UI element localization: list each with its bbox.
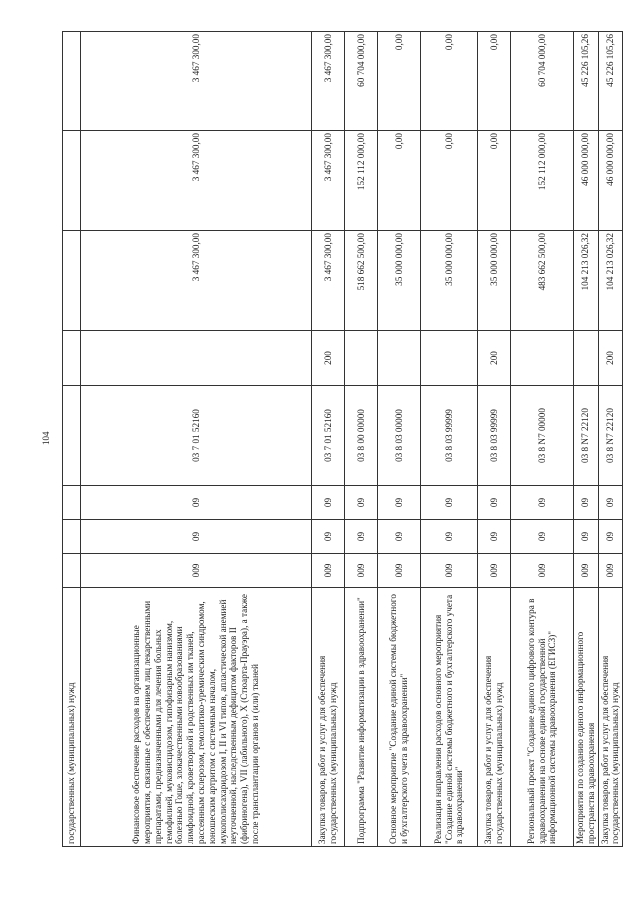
cell-s2: 152 112 000,00 [345,131,378,231]
page-number: 104 [41,431,51,445]
cell-name: Подпрограмма "Развитие информатизации в здравоохранении" [345,588,378,847]
cell-gr: 009 [598,554,623,588]
cell-s2: 0,00 [378,131,421,231]
cell-rz: 09 [378,520,421,554]
cell-s2: 3 467 300,00 [312,131,345,231]
cell-name: Региональный проект "Создание единого цифрового контура в здравоохранении на основе единой государственной информационной системы здравоохранения (ЕГИСЗ)" [511,588,574,847]
cell-s3: 0,00 [378,32,421,131]
cell-pr: 09 [421,486,478,520]
cell-pr: 09 [378,486,421,520]
cell-pr: 09 [574,486,599,520]
cell-s1: 518 662 500,00 [345,231,378,331]
cell-s2: 46 000 000,00 [574,131,599,231]
cell-vr: 200 [312,331,345,386]
cell-name: Закупка товаров, работ и услуг для обеспечения государственных (муниципальных) нужд [312,588,345,847]
cell-s1: 104 213 026,32 [574,231,599,331]
cell-s2 [63,131,81,231]
cell-gr: 009 [421,554,478,588]
table-row [312,32,345,847]
cell-gr: 009 [478,554,511,588]
cell-vr: 200 [478,331,511,386]
cell-s3: 45 226 105,26 [574,32,599,131]
cell-s3: 3 467 300,00 [312,32,345,131]
cell-vr [63,331,81,386]
cell-name: Финансовое обеспечение расходов на организационные мероприятия, связанные с обеспечением лиц лекарственными препаратами, предназначенными для лечения больных гемофилией, муковисцидозом, гипофизарным нанизмом, болезнью Гоше, злокачественными новообразованиями лимфоидной, кроветворной и родственных им тканей, рассеянным склерозом, гемолитико-уремическим синдромом, юношеским артритом с системным началом, мукополисахаридозом I, II и VI типов, апластической анемией неуточненной, наследственным дефицитом факторов II (фибриногена), VII (лабильного), X (Стюарта-Прауэра), а также после трансплантации органов и (или) тканей [81,588,312,847]
cell-s1: 35 000 000,00 [478,231,511,331]
table-row [345,32,378,847]
cell-rz: 09 [598,520,623,554]
table-row [598,32,623,847]
cell-name: Закупка товаров, работ и услуг для обеспечения государственных (муниципальных) нужд [478,588,511,847]
cell-csr: 03 8 00 00000 [345,386,378,486]
cell-vr: 200 [598,331,623,386]
cell-rz: 09 [312,520,345,554]
cell-name: государственных (муниципальных) нужд [63,588,81,847]
cell-vr [378,331,421,386]
cell-pr [63,486,81,520]
cell-s2: 0,00 [478,131,511,231]
cell-gr: 009 [378,554,421,588]
cell-s2: 152 112 000,00 [511,131,574,231]
table-row [511,32,574,847]
cell-csr: 03 8 03 99999 [478,386,511,486]
cell-gr: 009 [574,554,599,588]
cell-s2: 3 467 300,00 [81,131,312,231]
cell-s3: 0,00 [421,32,478,131]
cell-vr [345,331,378,386]
table-row [574,32,599,847]
cell-gr: 009 [511,554,574,588]
cell-pr: 09 [81,486,312,520]
cell-rz: 09 [478,520,511,554]
cell-s3: 0,00 [478,32,511,131]
cell-csr: 03 8 03 00000 [378,386,421,486]
table-row [378,32,421,847]
table-row [421,32,478,847]
cell-pr: 09 [511,486,574,520]
cell-name: Мероприятия по созданию единого информационного пространства здравоохранения [574,588,599,847]
cell-s1: 3 467 300,00 [81,231,312,331]
cell-csr: 03 8 N7 22120 [574,386,599,486]
cell-csr: 03 8 N7 00000 [511,386,574,486]
cell-s2: 0,00 [421,131,478,231]
cell-pr: 09 [598,486,623,520]
cell-csr: 03 8 03 99999 [421,386,478,486]
cell-s1: 35 000 000,00 [378,231,421,331]
cell-name: Реализация направления расходов основного мероприятия "Создание единой системы бюджетного и бухгалтерского учета в здравоохранении" [421,588,478,847]
cell-vr [421,331,478,386]
cell-s1: 3 467 300,00 [312,231,345,331]
rotated-page [62,32,621,847]
cell-vr [574,331,599,386]
table-body [63,32,623,847]
cell-rz: 09 [421,520,478,554]
cell-rz: 09 [345,520,378,554]
cell-pr: 09 [312,486,345,520]
cell-vr [511,331,574,386]
cell-csr: 03 7 01 52160 [81,386,312,486]
cell-s1: 35 000 000,00 [421,231,478,331]
cell-pr: 09 [478,486,511,520]
cell-s1: 483 662 500,00 [511,231,574,331]
cell-s3: 3 467 300,00 [81,32,312,131]
cell-rz: 09 [511,520,574,554]
cell-csr: 03 8 N7 22120 [598,386,623,486]
cell-pr: 09 [345,486,378,520]
table-row [478,32,511,847]
budget-table [62,31,623,847]
cell-rz: 09 [574,520,599,554]
cell-vr [81,331,312,386]
cell-s3 [63,32,81,131]
cell-csr [63,386,81,486]
cell-gr: 009 [312,554,345,588]
cell-gr: 009 [345,554,378,588]
cell-s1 [63,231,81,331]
table-row [81,32,312,847]
cell-s2: 46 000 000,00 [598,131,623,231]
cell-s3: 60 704 000,00 [511,32,574,131]
cell-csr: 03 7 01 52160 [312,386,345,486]
cell-gr [63,554,81,588]
cell-rz [63,520,81,554]
cell-name: Закупка товаров, работ и услуг для обеспечения государственных (муниципальных) нужд [598,588,623,847]
table-row [63,32,81,847]
cell-rz: 09 [81,520,312,554]
cell-s3: 45 226 105,26 [598,32,623,131]
cell-s3: 60 704 000,00 [345,32,378,131]
cell-s1: 104 213 026,32 [598,231,623,331]
cell-gr: 009 [81,554,312,588]
cell-name: Основное мероприятие "Создание единой системы бюджетного и бухгалтерского учета в здравоохранении" [378,588,421,847]
